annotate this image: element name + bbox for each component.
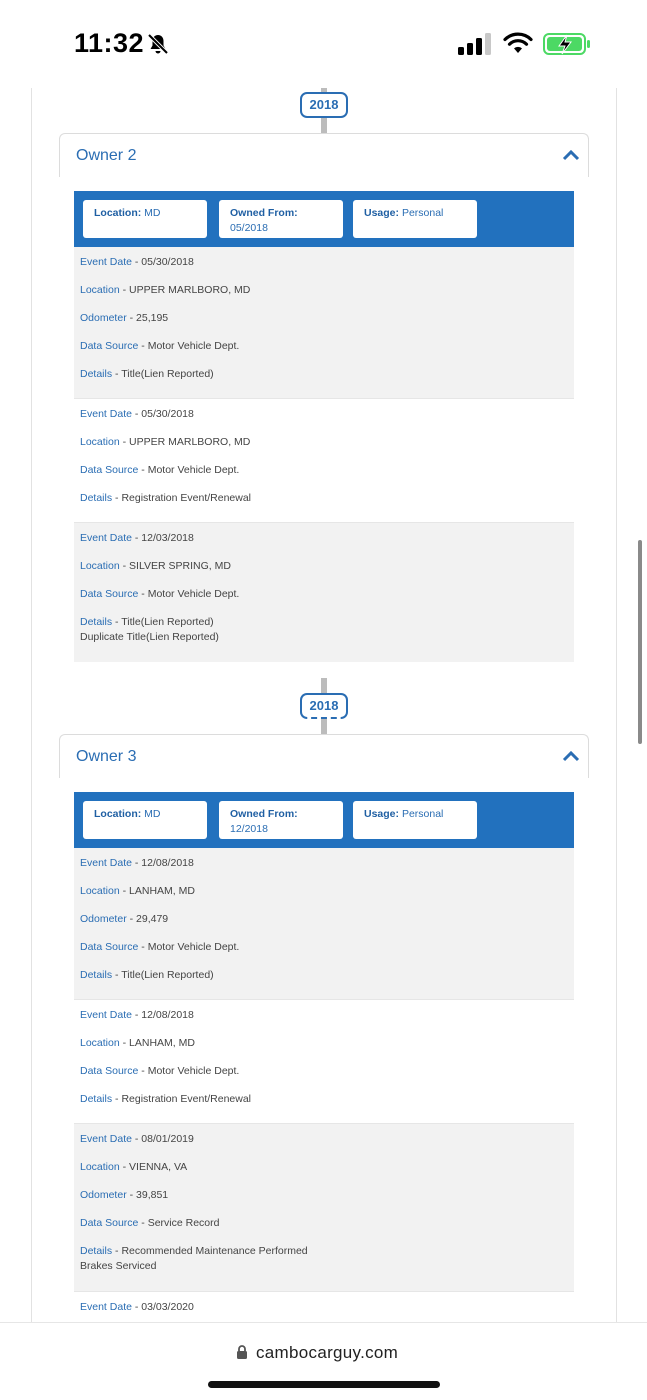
event-details-extra: Duplicate Title(Lien Reported) bbox=[80, 631, 219, 643]
event-odometer-row bbox=[80, 913, 568, 926]
event-source-label: Data Source bbox=[80, 340, 139, 352]
event-date-value: - 03/03/2020 bbox=[131, 1301, 194, 1313]
event-date-value: - 12/08/2018 bbox=[131, 857, 194, 869]
owner-3-header[interactable] bbox=[59, 734, 589, 778]
summary-usage-value: Personal bbox=[401, 207, 444, 219]
scrollbar-thumb[interactable] bbox=[638, 540, 642, 744]
event-date-label: Event Date bbox=[80, 1301, 132, 1313]
event-record bbox=[74, 1292, 574, 1322]
event-source-label: Data Source bbox=[80, 1217, 139, 1229]
event-location-value: - VIENNA, VA bbox=[119, 1161, 188, 1173]
event-odometer-label: Odometer bbox=[80, 312, 127, 324]
owner-title: Owner 3 bbox=[76, 748, 137, 765]
owner-2-body bbox=[74, 191, 574, 662]
event-date-value: - 05/30/2018 bbox=[131, 408, 194, 420]
event-date-label: Event Date bbox=[80, 1009, 132, 1021]
event-date-row bbox=[80, 408, 568, 421]
event-date-row bbox=[80, 1133, 568, 1146]
event-date-label: Event Date bbox=[80, 256, 132, 268]
event-location-row bbox=[80, 560, 568, 573]
event-record bbox=[74, 848, 574, 999]
wifi-icon bbox=[502, 31, 534, 55]
browser-address-bar[interactable] bbox=[0, 1322, 647, 1400]
owner-2-header[interactable] bbox=[59, 133, 589, 177]
event-date-row bbox=[80, 1009, 568, 1022]
event-details-value: - Title(Lien Reported) bbox=[112, 368, 214, 380]
summary-owned-from-label: Owned From: bbox=[230, 207, 298, 219]
event-odometer-value: - 25,195 bbox=[126, 312, 169, 324]
event-record bbox=[74, 523, 574, 662]
event-location-value: - UPPER MARLBORO, MD bbox=[119, 284, 251, 296]
owner-3-body bbox=[74, 792, 574, 1322]
event-location-label: Location bbox=[80, 1161, 120, 1173]
event-details-value: - Title(Lien Reported) bbox=[112, 969, 214, 981]
event-source-row bbox=[80, 340, 568, 353]
event-source-value: - Motor Vehicle Dept. bbox=[138, 1065, 240, 1077]
summary-location-value: MD bbox=[144, 808, 161, 820]
event-details-label: Details bbox=[80, 368, 113, 380]
event-record bbox=[74, 247, 574, 398]
event-location-row bbox=[80, 1161, 568, 1174]
summary-owned-from-label: Owned From: bbox=[230, 808, 298, 820]
chevron-up-icon[interactable] bbox=[562, 148, 580, 162]
summary-location-value: MD bbox=[144, 207, 161, 219]
event-details-value: - Registration Event/Renewal bbox=[112, 1093, 252, 1105]
event-details-label: Details bbox=[80, 1245, 113, 1257]
status-time: 11:32 bbox=[74, 28, 145, 58]
vehicle-history-page bbox=[31, 88, 617, 1322]
event-location-row bbox=[80, 885, 568, 898]
summary-usage bbox=[353, 200, 477, 238]
event-date-label: Event Date bbox=[80, 1133, 132, 1145]
summary-location bbox=[83, 801, 207, 839]
summary-owned-from-value: 12/2018 bbox=[230, 823, 268, 835]
event-details-value: - Recommended Maintenance Performed bbox=[112, 1245, 308, 1257]
event-date-label: Event Date bbox=[80, 532, 132, 544]
event-source-label: Data Source bbox=[80, 941, 139, 953]
bell-off-icon bbox=[146, 32, 170, 56]
event-record bbox=[74, 1000, 574, 1123]
event-location-value: - SILVER SPRING, MD bbox=[119, 560, 231, 572]
event-details-row bbox=[80, 616, 568, 629]
event-date-label: Event Date bbox=[80, 857, 132, 869]
event-details-row bbox=[80, 1245, 568, 1258]
event-date-value: - 05/30/2018 bbox=[131, 256, 194, 268]
home-indicator[interactable] bbox=[208, 1381, 440, 1388]
event-source-row bbox=[80, 588, 568, 601]
summary-owned-from bbox=[219, 801, 343, 839]
year-badge: 2018 bbox=[300, 92, 348, 118]
battery-charging-icon bbox=[543, 32, 591, 56]
event-source-row bbox=[80, 1217, 568, 1230]
event-details-label: Details bbox=[80, 1093, 113, 1105]
event-location-row bbox=[80, 436, 568, 449]
event-location-label: Location bbox=[80, 436, 120, 448]
event-date-label: Event Date bbox=[80, 408, 132, 420]
event-source-row bbox=[80, 941, 568, 954]
event-source-value: - Motor Vehicle Dept. bbox=[138, 941, 240, 953]
url-text[interactable]: cambocarguy.com bbox=[256, 1343, 399, 1362]
event-record bbox=[74, 1124, 574, 1291]
event-location-row bbox=[80, 1037, 568, 1050]
summary-usage-value: Personal bbox=[401, 808, 444, 820]
event-details-label: Details bbox=[80, 492, 113, 504]
status-bar bbox=[0, 0, 647, 88]
event-details-value: - Title(Lien Reported) bbox=[112, 616, 214, 628]
event-location-row bbox=[80, 284, 568, 297]
summary-location-label: Location: bbox=[94, 808, 142, 820]
event-details-row bbox=[80, 368, 568, 381]
event-record bbox=[74, 399, 574, 522]
summary-usage-label: Usage: bbox=[364, 207, 400, 219]
event-source-label: Data Source bbox=[80, 588, 139, 600]
event-location-label: Location bbox=[80, 885, 120, 897]
event-location-value: - LANHAM, MD bbox=[119, 885, 195, 897]
summary-owned-from-value: 05/2018 bbox=[230, 222, 268, 234]
chevron-up-icon[interactable] bbox=[562, 749, 580, 763]
event-location-label: Location bbox=[80, 560, 120, 572]
owner-title: Owner 2 bbox=[76, 147, 137, 164]
event-odometer-label: Odometer bbox=[80, 913, 127, 925]
event-odometer-value: - 29,479 bbox=[126, 913, 169, 925]
event-source-value: - Service Record bbox=[138, 1217, 220, 1229]
event-details-row bbox=[80, 492, 568, 505]
owner-summary-band bbox=[74, 792, 574, 848]
cellular-signal-icon bbox=[458, 33, 492, 55]
event-source-label: Data Source bbox=[80, 1065, 139, 1077]
event-details-row bbox=[80, 969, 568, 982]
event-details-value: - Registration Event/Renewal bbox=[112, 492, 252, 504]
event-details-label: Details bbox=[80, 969, 113, 981]
event-date-value: - 12/03/2018 bbox=[131, 532, 194, 544]
event-source-row bbox=[80, 1065, 568, 1078]
event-odometer-value: - 39,851 bbox=[126, 1189, 169, 1201]
event-date-row bbox=[80, 532, 568, 545]
event-location-value: - UPPER MARLBORO, MD bbox=[119, 436, 251, 448]
owner-summary-band bbox=[74, 191, 574, 247]
event-location-label: Location bbox=[80, 1037, 120, 1049]
event-odometer-row bbox=[80, 1189, 568, 1202]
event-source-row bbox=[80, 464, 568, 477]
summary-location bbox=[83, 200, 207, 238]
event-date-row bbox=[80, 256, 568, 269]
event-details-extra: Brakes Serviced bbox=[80, 1260, 157, 1272]
summary-usage-label: Usage: bbox=[364, 808, 400, 820]
event-odometer-row bbox=[80, 312, 568, 325]
event-date-row bbox=[80, 857, 568, 870]
event-odometer-label: Odometer bbox=[80, 1189, 127, 1201]
event-date-value: - 08/01/2019 bbox=[131, 1133, 194, 1145]
summary-owned-from bbox=[219, 200, 343, 238]
event-source-value: - Motor Vehicle Dept. bbox=[138, 588, 240, 600]
event-location-label: Location bbox=[80, 284, 120, 296]
event-source-label: Data Source bbox=[80, 464, 139, 476]
event-details-label: Details bbox=[80, 616, 113, 628]
summary-usage bbox=[353, 801, 477, 839]
event-source-value: - Motor Vehicle Dept. bbox=[138, 464, 240, 476]
event-date-row bbox=[80, 1301, 568, 1314]
event-details-row bbox=[80, 1093, 568, 1106]
event-date-value: - 12/08/2018 bbox=[131, 1009, 194, 1021]
lock-icon bbox=[236, 1345, 248, 1359]
summary-location-label: Location: bbox=[94, 207, 142, 219]
year-badge: 2018 bbox=[300, 693, 348, 719]
event-source-value: - Motor Vehicle Dept. bbox=[138, 340, 240, 352]
event-location-value: - LANHAM, MD bbox=[119, 1037, 195, 1049]
